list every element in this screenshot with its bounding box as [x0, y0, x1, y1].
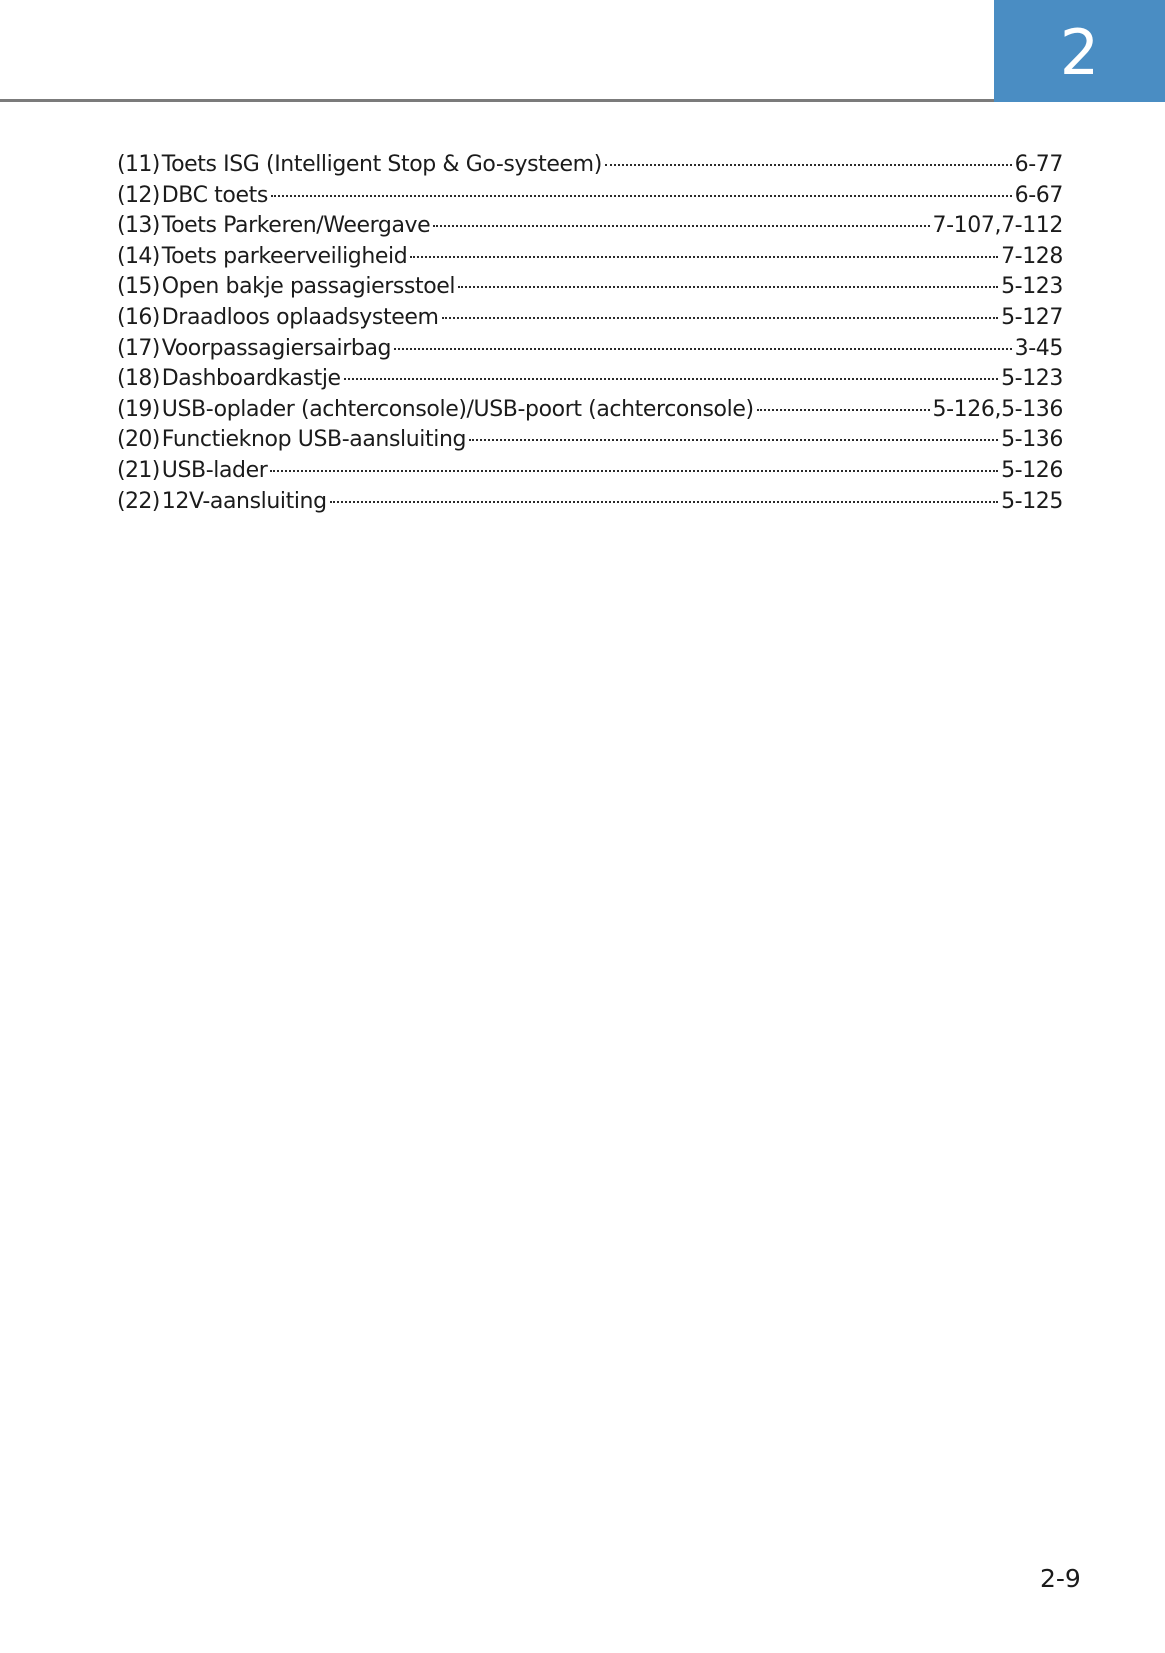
- dot-leader: [394, 348, 1012, 350]
- index-list: [117, 150, 1063, 517]
- page-number: 2-9: [1040, 1564, 1081, 1593]
- index-entry: [117, 364, 1063, 395]
- entry-label: USB-lader: [161, 457, 268, 483]
- chapter-tab: [994, 0, 1165, 102]
- entry-page-ref[interactable]: 5-126: [1001, 457, 1063, 483]
- entry-number: (20): [117, 427, 160, 453]
- entry-page-ref[interactable]: 7-128: [1001, 243, 1063, 269]
- dot-leader: [469, 439, 998, 441]
- index-entry: [117, 150, 1063, 181]
- dot-leader: [757, 409, 930, 411]
- dot-leader: [330, 501, 998, 503]
- entry-label: DBC toets: [161, 182, 268, 208]
- dot-leader: [605, 164, 1012, 166]
- entry-page-ref[interactable]: 3-45: [1014, 335, 1063, 361]
- entry-number: (14): [117, 243, 160, 269]
- entry-number: (13): [117, 213, 160, 239]
- index-entry: [117, 395, 1063, 426]
- dot-leader: [410, 256, 998, 258]
- entry-label: USB-oplader (achterconsole)/USB-poort (achterconsole): [161, 396, 754, 422]
- entry-label: Dashboardkastje: [161, 366, 341, 392]
- entry-page-ref[interactable]: 7-107,7-112: [932, 213, 1063, 239]
- entry-page-ref[interactable]: 5-123: [1001, 366, 1063, 392]
- dot-leader: [271, 195, 1012, 197]
- index-entry: [117, 181, 1063, 212]
- entry-page-ref[interactable]: 5-123: [1001, 274, 1063, 300]
- entry-page-ref[interactable]: 5-127: [1001, 304, 1063, 330]
- entry-page-ref[interactable]: 5-126,5-136: [932, 396, 1063, 422]
- entry-label: Open bakje passagiersstoel: [161, 274, 456, 300]
- entry-number: (15): [117, 274, 160, 300]
- entry-number: (22): [117, 488, 160, 514]
- entry-number: (11): [117, 152, 160, 177]
- dot-leader: [442, 317, 999, 319]
- index-entry: [117, 272, 1063, 303]
- entry-label: Toets ISG (Intelligent Stop & Go-systeem): [161, 152, 602, 177]
- dot-leader: [270, 470, 998, 472]
- dot-leader: [433, 225, 929, 227]
- entry-page-ref[interactable]: 5-125: [1001, 488, 1063, 514]
- index-entry: [117, 425, 1063, 456]
- entry-label: Draadloos oplaadsysteem: [161, 304, 439, 330]
- index-entry: [117, 334, 1063, 365]
- entry-label: Toets parkeerveiligheid: [161, 243, 408, 269]
- entry-number: (12): [117, 182, 160, 208]
- index-entry: [117, 487, 1063, 518]
- entry-number: (19): [117, 396, 160, 422]
- entry-label: Toets Parkeren/Weergave: [161, 213, 431, 239]
- index-entry: [117, 456, 1063, 487]
- index-entry: [117, 242, 1063, 273]
- index-entry: [117, 211, 1063, 242]
- entry-label: Functieknop USB-aansluiting: [161, 427, 467, 453]
- entry-label: 12V-aansluiting: [161, 488, 327, 514]
- entry-page-ref[interactable]: 6-67: [1014, 182, 1063, 208]
- index-entry: [117, 303, 1063, 334]
- chapter-number: 2: [1059, 16, 1100, 89]
- entry-number: (16): [117, 304, 160, 330]
- dot-leader: [458, 286, 998, 288]
- entry-number: (17): [117, 335, 160, 361]
- entry-number: (21): [117, 457, 160, 483]
- entry-page-ref[interactable]: 5-136: [1001, 427, 1063, 453]
- header-rule: [0, 99, 994, 102]
- entry-label: Voorpassagiersairbag: [161, 335, 392, 361]
- entry-number: (18): [117, 366, 160, 392]
- entry-page-ref[interactable]: 6-77: [1014, 152, 1063, 177]
- dot-leader: [344, 378, 998, 380]
